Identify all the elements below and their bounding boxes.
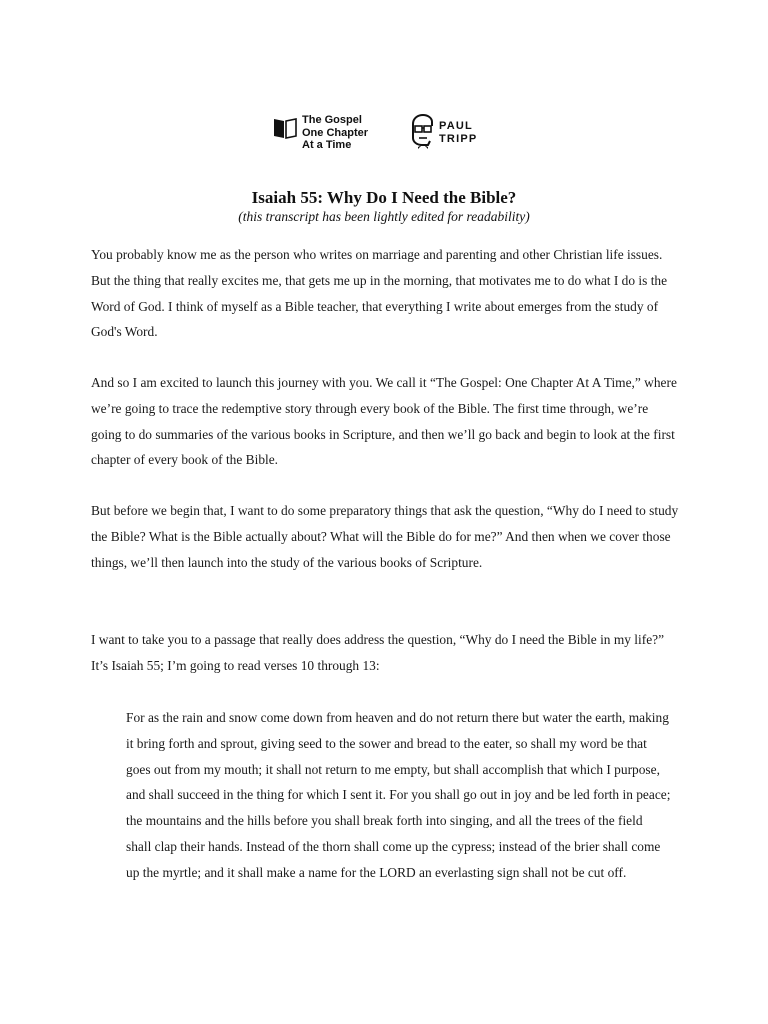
- tripp-logo-line-1: PAUL: [439, 120, 473, 132]
- page-subtitle: (this transcript has been lightly edited for readability): [238, 209, 530, 224]
- face-with-glasses-icon: [410, 114, 436, 150]
- gospel-logo-line-3: At a Time: [302, 139, 352, 151]
- gospel-one-chapter-logo: [270, 114, 390, 154]
- paragraph-2: And so I am excited to launch this journey with you. We call it “The Gospel: One Chapter At A Time,” where we’re going to trace the redemptive story through every book of the Bible. The first time through, we’re going to do summaries of the various books in Scripture, and then we’ll go back and begin to look at the first chapter of every book of the Bible.: [91, 375, 677, 468]
- paragraph-1: You probably know me as the person who writes on marriage and parenting and other Christian life issues. But the thing that really excites me, that gets me up in the morning, that motivates me to do what I do is the Word of God. I think of myself as a Bible teacher, that everything I write about emerges from the study of God's Word.: [91, 247, 668, 340]
- gospel-logo-line-2: One Chapter: [302, 126, 369, 139]
- paragraph-4: I want to take you to a passage that really does address the question, “Why do I need the Bible in my life?” It’s Isaiah 55; I’m going to read verses 10 through 13:: [91, 632, 665, 673]
- gospel-logo-line-1: The Gospel: [302, 114, 362, 126]
- scripture-block-quote: For as the rain and snow come down from heaven and do not return there but water the earth, making it bring forth and sprout, giving seed to the sower and bread to the eater, so shall my word be that goes out from my mouth; it shall not return to me empty, but shall accomplish that which I purpose, and shall succeed in the thing for which I sent it. For you shall go out in joy and be led forth in peace; the mountains and the hills before you shall break forth into singing, and all the trees of the field shall clap their hands. Instead of the thorn shall come up the cypress; instead of the brier shall come up the myrtle; and it shall make a name for the LORD an everlasting sign shall not be cut off.: [126, 710, 671, 880]
- tripp-logo-line-2: TRIPP: [439, 132, 478, 145]
- page-title: Isaiah 55: Why Do I Need the Bible?: [251, 188, 517, 207]
- open-book-icon: [273, 117, 297, 139]
- paragraph-3: But before we begin that, I want to do some preparatory things that ask the question, “Why do I need to study the Bible? What is the Bible actually about? What will the Bible do for me?” And then when we cover those things, we’ll then launch into the study of the various books of Scripture.: [91, 503, 679, 570]
- paul-tripp-logo: [410, 114, 500, 154]
